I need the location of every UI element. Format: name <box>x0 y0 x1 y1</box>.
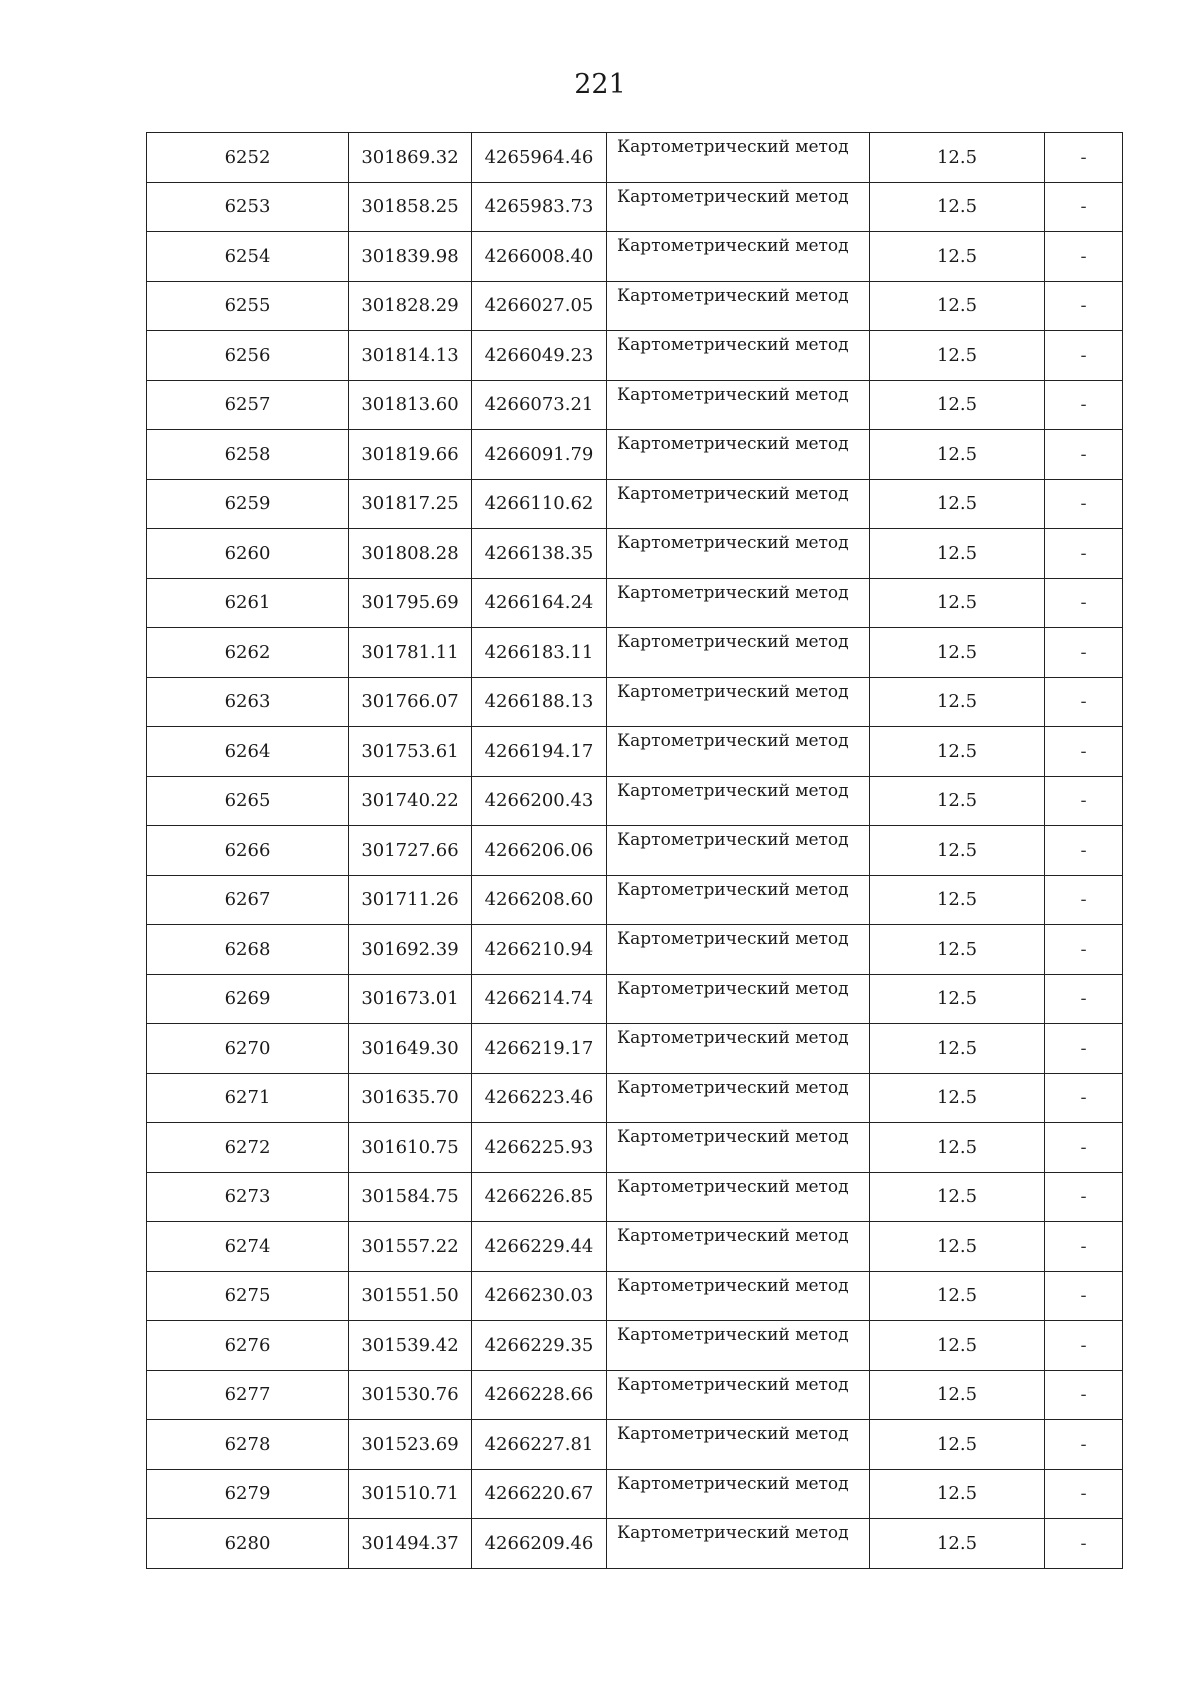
point-number-cell: 6279 <box>147 1469 349 1519</box>
x-coordinate-cell: 301711.26 <box>349 875 472 925</box>
note-cell: - <box>1045 925 1123 975</box>
x-coordinate-cell: 301753.61 <box>349 727 472 777</box>
y-coordinate-cell: 4266220.67 <box>472 1469 607 1519</box>
accuracy-cell: 12.5 <box>870 677 1045 727</box>
table-row <box>147 1073 1123 1123</box>
method-cell: Картометрический метод <box>607 281 870 331</box>
x-coordinate-cell: 301740.22 <box>349 776 472 826</box>
y-coordinate-cell: 4266008.40 <box>472 232 607 282</box>
method-cell: Картометрический метод <box>607 1123 870 1173</box>
note-cell: - <box>1045 281 1123 331</box>
point-number-cell: 6262 <box>147 628 349 678</box>
y-coordinate-cell: 4265964.46 <box>472 133 607 183</box>
note-cell: - <box>1045 1420 1123 1470</box>
note-cell: - <box>1045 1024 1123 1074</box>
accuracy-cell: 12.5 <box>870 974 1045 1024</box>
table-row <box>147 479 1123 529</box>
point-number-cell: 6256 <box>147 331 349 381</box>
note-cell: - <box>1045 529 1123 579</box>
method-cell: Картометрический метод <box>607 776 870 826</box>
table-row <box>147 331 1123 381</box>
x-coordinate-cell: 301692.39 <box>349 925 472 975</box>
note-cell: - <box>1045 628 1123 678</box>
x-coordinate-cell: 301494.37 <box>349 1519 472 1569</box>
note-cell: - <box>1045 727 1123 777</box>
table-row <box>147 1271 1123 1321</box>
note-cell: - <box>1045 1172 1123 1222</box>
accuracy-cell: 12.5 <box>870 925 1045 975</box>
note-cell: - <box>1045 1321 1123 1371</box>
method-cell: Картометрический метод <box>607 430 870 480</box>
method-cell: Картометрический метод <box>607 331 870 381</box>
x-coordinate-cell: 301766.07 <box>349 677 472 727</box>
accuracy-cell: 12.5 <box>870 133 1045 183</box>
table-row <box>147 1123 1123 1173</box>
table-row <box>147 1321 1123 1371</box>
method-cell: Картометрический метод <box>607 628 870 678</box>
accuracy-cell: 12.5 <box>870 232 1045 282</box>
coordinates-table <box>146 132 1123 1569</box>
method-cell: Картометрический метод <box>607 1321 870 1371</box>
x-coordinate-cell: 301510.71 <box>349 1469 472 1519</box>
y-coordinate-cell: 4266091.79 <box>472 430 607 480</box>
x-coordinate-cell: 301557.22 <box>349 1222 472 1272</box>
accuracy-cell: 12.5 <box>870 1420 1045 1470</box>
accuracy-cell: 12.5 <box>870 182 1045 232</box>
accuracy-cell: 12.5 <box>870 1321 1045 1371</box>
method-cell: Картометрический метод <box>607 1370 870 1420</box>
point-number-cell: 6253 <box>147 182 349 232</box>
point-number-cell: 6268 <box>147 925 349 975</box>
point-number-cell: 6257 <box>147 380 349 430</box>
table-row <box>147 529 1123 579</box>
accuracy-cell: 12.5 <box>870 1222 1045 1272</box>
y-coordinate-cell: 4266073.21 <box>472 380 607 430</box>
table-row <box>147 826 1123 876</box>
point-number-cell: 6261 <box>147 578 349 628</box>
point-number-cell: 6260 <box>147 529 349 579</box>
x-coordinate-cell: 301539.42 <box>349 1321 472 1371</box>
accuracy-cell: 12.5 <box>870 380 1045 430</box>
note-cell: - <box>1045 1370 1123 1420</box>
point-number-cell: 6274 <box>147 1222 349 1272</box>
y-coordinate-cell: 4266183.11 <box>472 628 607 678</box>
table-row <box>147 1469 1123 1519</box>
table-row <box>147 380 1123 430</box>
point-number-cell: 6252 <box>147 133 349 183</box>
y-coordinate-cell: 4266210.94 <box>472 925 607 975</box>
y-coordinate-cell: 4266200.43 <box>472 776 607 826</box>
table-row <box>147 281 1123 331</box>
note-cell: - <box>1045 479 1123 529</box>
y-coordinate-cell: 4266209.46 <box>472 1519 607 1569</box>
accuracy-cell: 12.5 <box>870 727 1045 777</box>
x-coordinate-cell: 301808.28 <box>349 529 472 579</box>
accuracy-cell: 12.5 <box>870 1123 1045 1173</box>
y-coordinate-cell: 4266110.62 <box>472 479 607 529</box>
table-row <box>147 1222 1123 1272</box>
table-row <box>147 578 1123 628</box>
table-row <box>147 875 1123 925</box>
y-coordinate-cell: 4266188.13 <box>472 677 607 727</box>
point-number-cell: 6269 <box>147 974 349 1024</box>
note-cell: - <box>1045 430 1123 480</box>
accuracy-cell: 12.5 <box>870 776 1045 826</box>
table-row <box>147 232 1123 282</box>
y-coordinate-cell: 4266208.60 <box>472 875 607 925</box>
x-coordinate-cell: 301839.98 <box>349 232 472 282</box>
point-number-cell: 6258 <box>147 430 349 480</box>
table-row <box>147 727 1123 777</box>
note-cell: - <box>1045 1469 1123 1519</box>
note-cell: - <box>1045 1123 1123 1173</box>
method-cell: Картометрический метод <box>607 925 870 975</box>
table-body <box>147 133 1123 1569</box>
accuracy-cell: 12.5 <box>870 1172 1045 1222</box>
point-number-cell: 6265 <box>147 776 349 826</box>
point-number-cell: 6280 <box>147 1519 349 1569</box>
method-cell: Картометрический метод <box>607 1073 870 1123</box>
y-coordinate-cell: 4266230.03 <box>472 1271 607 1321</box>
method-cell: Картометрический метод <box>607 1271 870 1321</box>
note-cell: - <box>1045 776 1123 826</box>
point-number-cell: 6267 <box>147 875 349 925</box>
x-coordinate-cell: 301551.50 <box>349 1271 472 1321</box>
method-cell: Картометрический метод <box>607 677 870 727</box>
note-cell: - <box>1045 1519 1123 1569</box>
table-row <box>147 133 1123 183</box>
x-coordinate-cell: 301858.25 <box>349 182 472 232</box>
method-cell: Картометрический метод <box>607 1420 870 1470</box>
method-cell: Картометрический метод <box>607 380 870 430</box>
x-coordinate-cell: 301610.75 <box>349 1123 472 1173</box>
y-coordinate-cell: 4266223.46 <box>472 1073 607 1123</box>
accuracy-cell: 12.5 <box>870 1271 1045 1321</box>
accuracy-cell: 12.5 <box>870 826 1045 876</box>
point-number-cell: 6276 <box>147 1321 349 1371</box>
method-cell: Картометрический метод <box>607 826 870 876</box>
accuracy-cell: 12.5 <box>870 628 1045 678</box>
x-coordinate-cell: 301727.66 <box>349 826 472 876</box>
point-number-cell: 6264 <box>147 727 349 777</box>
y-coordinate-cell: 4266164.24 <box>472 578 607 628</box>
x-coordinate-cell: 301819.66 <box>349 430 472 480</box>
x-coordinate-cell: 301817.25 <box>349 479 472 529</box>
point-number-cell: 6278 <box>147 1420 349 1470</box>
method-cell: Картометрический метод <box>607 1519 870 1569</box>
accuracy-cell: 12.5 <box>870 1519 1045 1569</box>
x-coordinate-cell: 301523.69 <box>349 1420 472 1470</box>
note-cell: - <box>1045 974 1123 1024</box>
method-cell: Картометрический метод <box>607 1469 870 1519</box>
point-number-cell: 6270 <box>147 1024 349 1074</box>
point-number-cell: 6273 <box>147 1172 349 1222</box>
x-coordinate-cell: 301781.11 <box>349 628 472 678</box>
point-number-cell: 6254 <box>147 232 349 282</box>
x-coordinate-cell: 301795.69 <box>349 578 472 628</box>
y-coordinate-cell: 4265983.73 <box>472 182 607 232</box>
table-row <box>147 677 1123 727</box>
x-coordinate-cell: 301584.75 <box>349 1172 472 1222</box>
y-coordinate-cell: 4266049.23 <box>472 331 607 381</box>
method-cell: Картометрический метод <box>607 875 870 925</box>
page-number: 221 <box>574 69 626 100</box>
point-number-cell: 6259 <box>147 479 349 529</box>
method-cell: Картометрический метод <box>607 578 870 628</box>
table-row <box>147 430 1123 480</box>
x-coordinate-cell: 301530.76 <box>349 1370 472 1420</box>
y-coordinate-cell: 4266214.74 <box>472 974 607 1024</box>
table-row <box>147 1420 1123 1470</box>
accuracy-cell: 12.5 <box>870 1073 1045 1123</box>
table-row <box>147 182 1123 232</box>
note-cell: - <box>1045 578 1123 628</box>
accuracy-cell: 12.5 <box>870 479 1045 529</box>
accuracy-cell: 12.5 <box>870 1370 1045 1420</box>
table-row <box>147 1172 1123 1222</box>
table-row <box>147 1024 1123 1074</box>
y-coordinate-cell: 4266225.93 <box>472 1123 607 1173</box>
note-cell: - <box>1045 875 1123 925</box>
note-cell: - <box>1045 182 1123 232</box>
y-coordinate-cell: 4266027.05 <box>472 281 607 331</box>
y-coordinate-cell: 4266138.35 <box>472 529 607 579</box>
y-coordinate-cell: 4266219.17 <box>472 1024 607 1074</box>
x-coordinate-cell: 301635.70 <box>349 1073 472 1123</box>
method-cell: Картометрический метод <box>607 182 870 232</box>
note-cell: - <box>1045 1222 1123 1272</box>
method-cell: Картометрический метод <box>607 1222 870 1272</box>
y-coordinate-cell: 4266227.81 <box>472 1420 607 1470</box>
table-row <box>147 1519 1123 1569</box>
note-cell: - <box>1045 1073 1123 1123</box>
note-cell: - <box>1045 232 1123 282</box>
accuracy-cell: 12.5 <box>870 430 1045 480</box>
point-number-cell: 6277 <box>147 1370 349 1420</box>
table-row <box>147 628 1123 678</box>
method-cell: Картометрический метод <box>607 974 870 1024</box>
note-cell: - <box>1045 133 1123 183</box>
note-cell: - <box>1045 1271 1123 1321</box>
y-coordinate-cell: 4266206.06 <box>472 826 607 876</box>
method-cell: Картометрический метод <box>607 479 870 529</box>
accuracy-cell: 12.5 <box>870 875 1045 925</box>
y-coordinate-cell: 4266226.85 <box>472 1172 607 1222</box>
method-cell: Картометрический метод <box>607 529 870 579</box>
accuracy-cell: 12.5 <box>870 578 1045 628</box>
table-row <box>147 1370 1123 1420</box>
x-coordinate-cell: 301814.13 <box>349 331 472 381</box>
x-coordinate-cell: 301673.01 <box>349 974 472 1024</box>
point-number-cell: 6271 <box>147 1073 349 1123</box>
table-row <box>147 974 1123 1024</box>
point-number-cell: 6255 <box>147 281 349 331</box>
note-cell: - <box>1045 380 1123 430</box>
x-coordinate-cell: 301869.32 <box>349 133 472 183</box>
method-cell: Картометрический метод <box>607 1172 870 1222</box>
x-coordinate-cell: 301649.30 <box>349 1024 472 1074</box>
point-number-cell: 6272 <box>147 1123 349 1173</box>
y-coordinate-cell: 4266228.66 <box>472 1370 607 1420</box>
table-row <box>147 925 1123 975</box>
table-row <box>147 776 1123 826</box>
method-cell: Картометрический метод <box>607 727 870 777</box>
method-cell: Картометрический метод <box>607 133 870 183</box>
method-cell: Картометрический метод <box>607 1024 870 1074</box>
point-number-cell: 6275 <box>147 1271 349 1321</box>
accuracy-cell: 12.5 <box>870 1469 1045 1519</box>
y-coordinate-cell: 4266229.44 <box>472 1222 607 1272</box>
point-number-cell: 6263 <box>147 677 349 727</box>
x-coordinate-cell: 301828.29 <box>349 281 472 331</box>
note-cell: - <box>1045 677 1123 727</box>
note-cell: - <box>1045 826 1123 876</box>
x-coordinate-cell: 301813.60 <box>349 380 472 430</box>
note-cell: - <box>1045 331 1123 381</box>
accuracy-cell: 12.5 <box>870 281 1045 331</box>
accuracy-cell: 12.5 <box>870 1024 1045 1074</box>
y-coordinate-cell: 4266194.17 <box>472 727 607 777</box>
point-number-cell: 6266 <box>147 826 349 876</box>
method-cell: Картометрический метод <box>607 232 870 282</box>
accuracy-cell: 12.5 <box>870 331 1045 381</box>
accuracy-cell: 12.5 <box>870 529 1045 579</box>
y-coordinate-cell: 4266229.35 <box>472 1321 607 1371</box>
